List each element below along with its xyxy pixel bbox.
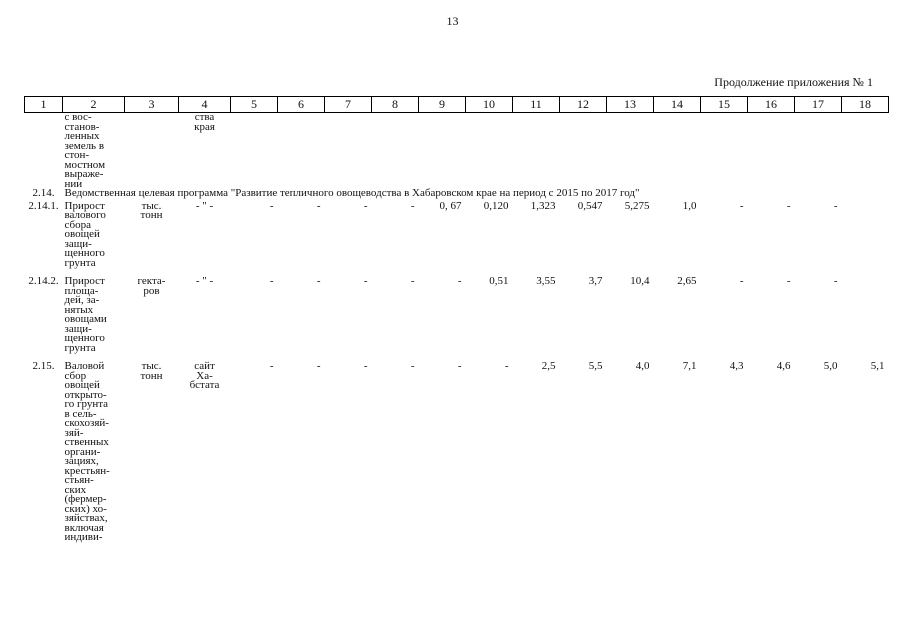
appendix-label: Продолжение приложения № 1	[714, 75, 873, 89]
column-header: 3	[125, 97, 179, 113]
value-cell: -	[410, 275, 415, 287]
column-header: 16	[748, 97, 795, 113]
text-line: тонн	[140, 209, 163, 221]
text-line: Ха-	[196, 369, 213, 382]
column-header: 12	[560, 97, 607, 113]
value-cell: 5,275	[624, 199, 650, 212]
value-cell: -	[786, 199, 791, 212]
table-row	[25, 359, 889, 543]
text-line: щенного	[64, 247, 105, 259]
column-header: 15	[701, 97, 748, 113]
text-line: го грунта	[64, 398, 109, 410]
text-line: тонн	[140, 369, 163, 382]
text-line: органи-	[64, 445, 101, 458]
value-cell: -	[739, 275, 744, 287]
column-header: 9	[419, 97, 466, 113]
column-header: 5	[231, 97, 278, 113]
value-cell: 5,1	[870, 360, 885, 372]
text-line: нятых	[64, 303, 94, 316]
column-number-header	[25, 97, 889, 113]
value-cell: -	[739, 199, 744, 212]
text-line: стон-	[64, 149, 90, 161]
text-line: дей, за-	[64, 294, 100, 306]
data-source	[179, 359, 231, 543]
value-cell: 0,547	[577, 199, 603, 212]
row-number: 2.14.2.	[28, 275, 59, 287]
value-cell: 0,120	[483, 199, 509, 212]
value-cell: 4,0	[635, 360, 650, 372]
page-number: 13	[446, 14, 459, 28]
text-line: выраже-	[64, 168, 104, 180]
text-line: - " -	[195, 199, 214, 212]
text-line: щенного	[64, 332, 105, 344]
text-line: Прирост	[64, 275, 105, 287]
text-line: мостном	[64, 158, 106, 171]
column-header: 6	[278, 97, 325, 113]
value-cell: -	[316, 360, 321, 372]
indicator-name	[63, 274, 125, 353]
indicator-name	[63, 113, 125, 190]
column-header: 13	[607, 97, 654, 113]
text-line: тыс.	[141, 360, 162, 372]
text-line: защи-	[64, 322, 92, 335]
text-line: площа-	[64, 284, 99, 297]
value-cell: 1,0	[682, 199, 697, 212]
value-cell	[842, 199, 889, 269]
text-line: бстата	[189, 379, 220, 391]
text-line: грунта	[64, 256, 96, 269]
section-number: 2.14.	[32, 187, 55, 199]
text-line: зяй-	[64, 426, 84, 439]
value-cell	[842, 274, 889, 353]
text-line: ров	[143, 284, 160, 297]
text-line: сбора	[64, 218, 91, 231]
value-cell: -	[363, 199, 368, 212]
text-line: защи-	[64, 237, 92, 250]
value-cell: 2,65	[677, 275, 697, 287]
text-line: грунта	[64, 341, 96, 354]
text-line: в сель-	[64, 407, 97, 420]
column-header: 2	[63, 97, 125, 113]
row-number: 2.15.	[32, 360, 55, 372]
column-header: 7	[325, 97, 372, 113]
text-line: гекта-	[137, 275, 166, 287]
value-cell: -	[833, 199, 838, 212]
text-line: ских) хо-	[64, 502, 107, 515]
column-header: 18	[842, 97, 889, 113]
column-header: 1	[25, 97, 63, 113]
value-cell: 0,51	[489, 275, 509, 287]
value-cell: 4,6	[776, 360, 791, 372]
text-line: тыс.	[141, 199, 162, 212]
column-header: 4	[179, 97, 231, 113]
text-line: стьян-	[64, 474, 94, 486]
data-source	[179, 199, 231, 269]
text-line: крестьян-	[64, 464, 110, 477]
value-cell: -	[316, 275, 321, 287]
text-line: Валовой	[64, 360, 105, 372]
text-line: овощей	[64, 228, 100, 240]
text-line: Прирост	[64, 199, 105, 212]
value-cell: -	[786, 275, 791, 287]
continuation-row	[25, 113, 889, 190]
text-line: (фермер-	[64, 493, 107, 505]
value-cell: -	[410, 199, 415, 212]
value-cell: -	[833, 275, 838, 287]
value-cell: -	[457, 360, 462, 372]
unit	[125, 359, 179, 543]
text-line: ленных	[64, 130, 100, 142]
value-cell: 1,323	[530, 199, 556, 212]
text-line: включая	[64, 521, 104, 534]
text-line: - " -	[195, 275, 214, 287]
column-header: 17	[795, 97, 842, 113]
data-source	[179, 113, 231, 190]
value-cell: 3,55	[536, 275, 556, 287]
text-line: зациях,	[64, 455, 99, 467]
column-header: 14	[654, 97, 701, 113]
text-line: ственных	[64, 436, 109, 448]
text-line: открыто-	[64, 388, 107, 401]
unit	[125, 274, 179, 353]
text-line: сайт	[194, 360, 215, 372]
value-cell: -	[269, 275, 274, 287]
text-line: индиви-	[64, 531, 103, 543]
data-table	[24, 96, 889, 543]
text-line: валового	[64, 209, 106, 221]
section-row	[25, 189, 889, 199]
column-header: 8	[372, 97, 419, 113]
text-line: нии	[64, 177, 83, 190]
value-cell: -	[316, 199, 321, 212]
indicator-name	[63, 199, 125, 269]
value-cell: 7,1	[682, 360, 697, 372]
value-cell: -	[269, 360, 274, 372]
text-line: ских	[64, 483, 87, 496]
value-cell: -	[363, 360, 368, 372]
value-cell: -	[504, 360, 509, 372]
text-line: станов-	[64, 120, 100, 133]
text-line: зяйствах,	[64, 512, 108, 524]
value-cell: 2,5	[541, 360, 556, 372]
value-cell: 10,4	[630, 275, 650, 287]
value-cell: 3,7	[588, 275, 603, 287]
text-line: ства	[194, 111, 215, 123]
column-header: 10	[466, 97, 513, 113]
indicator-name	[63, 359, 125, 543]
text-line: земель в	[64, 139, 105, 152]
section-title: Ведомственная целевая программа "Развитие тепличного овощеводства в Хабаровском крае на период с 2015 по 2017 год"	[64, 187, 640, 199]
value-cell: -	[269, 199, 274, 212]
value-cell: -	[363, 275, 368, 287]
text-line: сбор	[64, 369, 87, 382]
value-cell: 5,0	[823, 360, 838, 372]
table-row	[25, 199, 889, 269]
table-row	[25, 274, 889, 353]
data-source	[179, 274, 231, 353]
row-number: 2.14.1.	[28, 199, 59, 212]
text-line: края	[194, 120, 215, 133]
column-header: 11	[513, 97, 560, 113]
text-line: с вос-	[64, 111, 92, 123]
value-cell: 5,5	[588, 360, 603, 372]
text-line: скохозяй-	[64, 417, 109, 429]
text-line: овощей	[64, 379, 100, 391]
value-cell: 0, 67	[439, 199, 462, 212]
value-cell: -	[457, 275, 462, 287]
text-line: овощами	[64, 313, 107, 325]
value-cell: -	[410, 360, 415, 372]
value-cell: 4,3	[729, 360, 744, 372]
unit	[125, 199, 179, 269]
